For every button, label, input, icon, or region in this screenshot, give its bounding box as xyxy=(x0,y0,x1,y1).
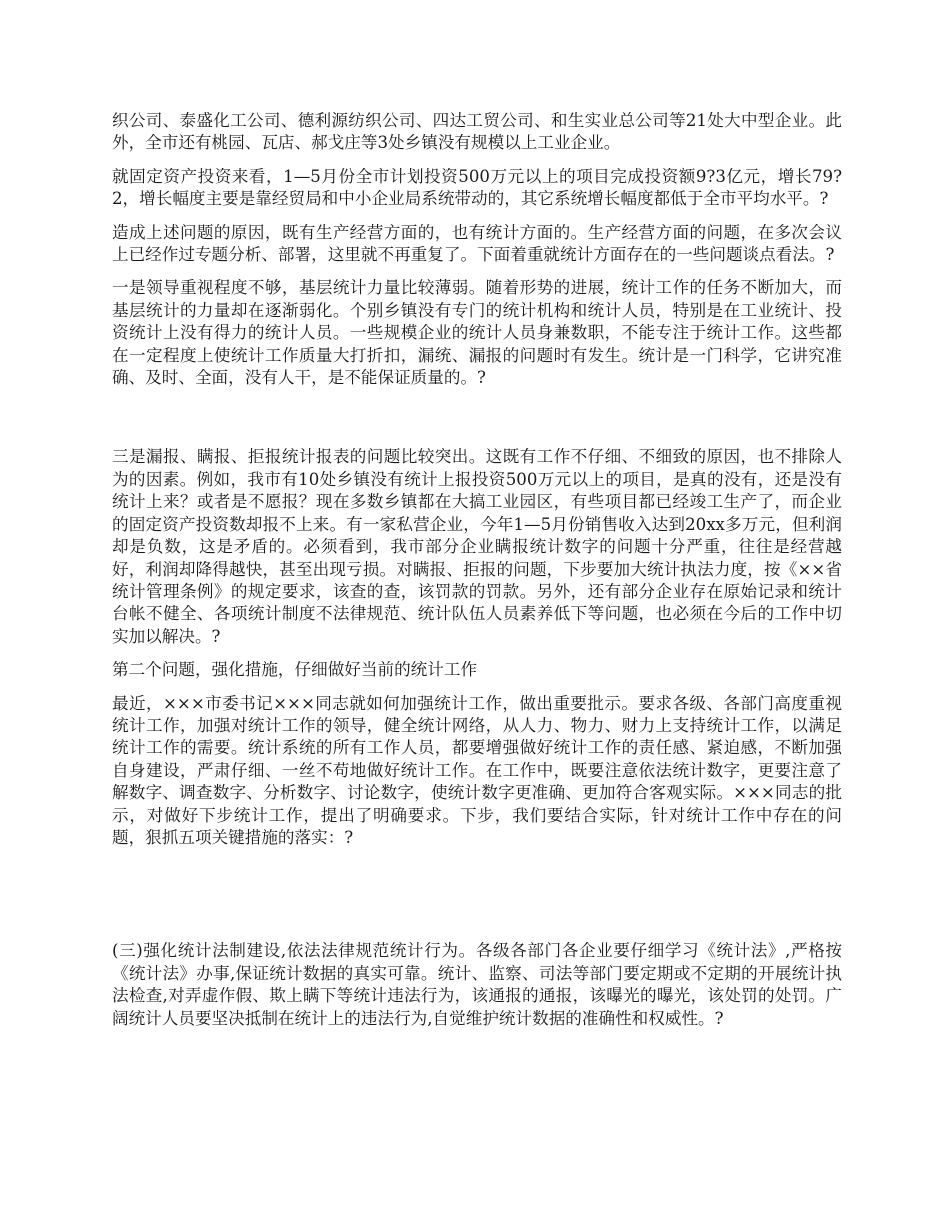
document-body xyxy=(112,110,842,1041)
paragraph-point-three: 三是漏报、瞒报、拒报统计报表的问题比较突出。这既有工作不仔细、不细致的原因，也不排除人为的因素。例如，我市有10处乡镇没有统计上报投资500万元以上的项目，是真的没有，还是没有统计上来？或者是不愿报？现在多数乡镇都在大搞工业园区，有些项目都已经竣工生产了，而企业的固定资产投资数却报不上来。有一家私营企业，今年1—5月份销售收入达到20xx多万元，但利润却是负数，这是矛盾的。必须看到，我市部分企业瞒报统计数字的问题十分严重，往往是经营越好，利润却降得越快，甚至出现亏损。对瞒报、拒报的问题，下步要加大统计执法力度，按《××省统计管理条例》的规定要求，该查的查，该罚款的罚款。另外，还有部分企业存在原始记录和统计台帐不健全、各项统计制度不法律规范、统计队伍人员素养低下等问题，也必须在今后的工作中切实加以解决。? xyxy=(112,447,842,646)
paragraph-point-one: 一是领导重视程度不够，基层统计力量比较薄弱。随着形势的进展，统计工作的任务不断加大，而基层统计的力量却在逐渐弱化。个别乡镇没有专门的统计机构和统计人员，特别是在工业统计、投资统计上没有得力的统计人员。一些规模企业的统计人员身兼数职，不能专注于统计工作。这些都在一定程度上使统计工作质量大打折扣，漏统、漏报的问题时有发生。统计是一门科学，它讲究准确、及时、全面，没有人干，是不能保证质量的。? xyxy=(112,278,842,388)
paragraph-instructions: 最近，×××市委书记×××同志就如何加强统计工作，做出重要批示。要求各级、各部门高度重视统计工作，加强对统计工作的领导，健全统计网络，从人力、物力、财力上支持统计工作，以满足统计工作的需要。统计系统的所有工作人员，都要增强做好统计工作的责任感、紧迫感，不断加强自身建设，严肃仔细、一丝不苟地做好统计工作。在工作中，既要注意依法统计数字，更要注意了解数字、调查数字、分析数字、讨论数字，使统计数字更准确、更加符合客观实际。×××同志的批示，对做好下步统计工作，提出了明确要求。下步，我们要结合实际，针对统计工作中存在的问题，狠抓五项关键措施的落实：? xyxy=(112,693,842,847)
blank-gap xyxy=(112,400,842,446)
paragraph-legal-system: (三)强化统计法制建设,依法法律规范统计行为。各级各部门各企业要仔细学习《统计法》,严格按《统计法》办事,保证统计数据的真实可靠。统计、监察、司法等部门要定期或不定期的开展统计执法检查,对弄虚作假、欺上瞒下等统计违法行为，该通报的通报，该曝光的曝光，该处罚的处罚。广阔统计人员要坚决抵制在统计上的违法行为,自觉维护统计数据的准确性和权威性。? xyxy=(112,941,842,1028)
blank-gap xyxy=(112,860,842,940)
paragraph-problem-causes: 造成上述问题的原因，既有生产经营方面的，也有统计方面的。生产经营方面的问题，在多次会议上已经作过专题分析、部署，这里就不再重复了。下面着重就统计方面存在的一些问题谈点看法。? xyxy=(112,222,842,265)
paragraph-fixed-asset-investment: 就固定资产投资来看，1—5月份全市计划投资500万元以上的项目完成投资额9?3亿元，增长79?2，增长幅度主要是靠经贸局和中小企业局系统带动的，其它系统增长幅度都低于全市平均水平。? xyxy=(112,166,842,209)
paragraph-enterprises: 织公司、泰盛化工公司、德利源纺织公司、四达工贸公司、和生实业总公司等21处大中型企业。此外，全市还有桃园、瓦店、郝戈庄等3处乡镇没有规模以上工业企业。 xyxy=(112,111,842,153)
section-heading-second-issue: 第二个问题，强化措施，仔细做好当前的统计工作 xyxy=(112,660,478,680)
